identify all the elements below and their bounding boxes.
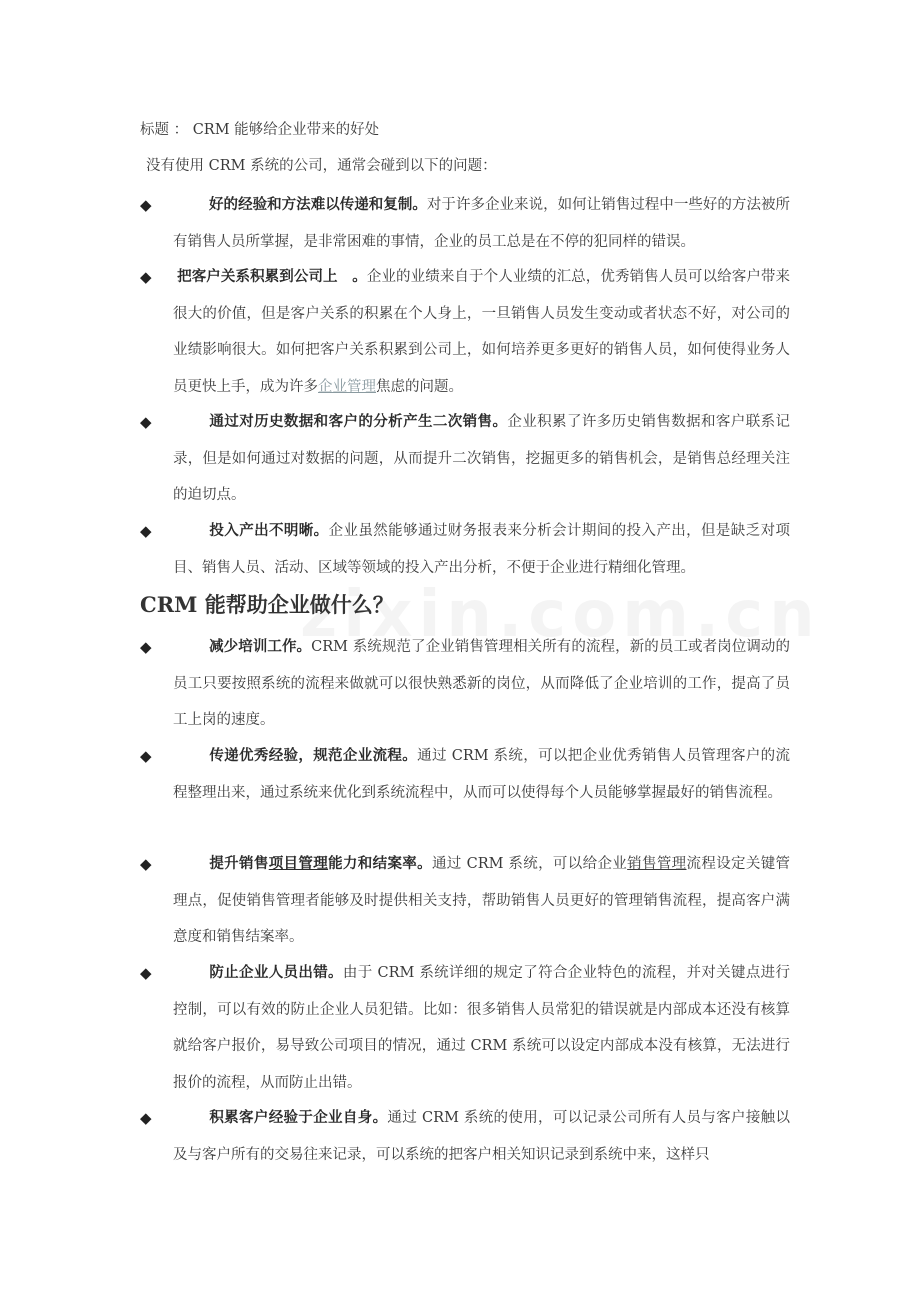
item-body: 通过 CRM 系统，可以把企业优秀销售人员管理客户的流程整理出来，通过系统来优化到系统流程中，从而可以使得每个人员能够掌握最好的销售流程。 [173,748,791,801]
diamond-bullet-icon: ◆ [140,855,152,873]
item-bold-lead: 防止企业人员出错。 [209,964,343,981]
section-heading: CRM 能帮助企业做什么？ [140,592,394,617]
item-body-end: 焦虑的问题。 [376,378,463,395]
list-item-problem-2 [140,259,790,405]
diamond-bullet-icon: ◆ [140,522,152,540]
item-bold-lead: 提升销售 [209,855,269,872]
link-sales-management[interactable]: 销售管理 [627,856,687,872]
diamond-bullet-icon: ◆ [140,268,152,286]
item-bold-lead: 积累客户经验于企业自身。 [209,1109,388,1126]
list-item-problem-1 [140,187,790,260]
item-body: 企业的业绩来自于个人业绩的汇总，优秀销售人员可以给客户带来很大的价值，但是客户关系的积累在个人身上，一旦销售人员发生变动或者状态不好，对公司的业绩影响很大。如何把客户关系积累到公司上，如何培养更多更好的销售人员，如何使得业务人员更快上手，成为许多 [173,269,791,395]
list-item-benefit-1 [140,629,790,739]
link-enterprise-management[interactable]: 企业管理 [318,378,376,395]
list-item-problem-4 [140,513,790,586]
list-item-problem-3 [140,404,790,514]
list-item-benefit-3 [140,846,790,956]
item-bold-lead: 把客户关系积累到公司上 。 [177,268,367,285]
diamond-bullet-icon: ◆ [140,638,152,656]
item-body: 由于 CRM 系统详细的规定了符合企业特色的流程，并对关键点进行控制，可以有效的防止企业人员犯错。比如：很多销售人员常犯的错误就是内部成本还没有核算就给客户报价，易导致公司项目的情况，通过 CRM 系统可以设定内部成本没有核算，无法进行报价的流程，从而防止出错。 [173,965,791,1091]
item-bold-lead: 通过对历史数据和客户的分析产生二次销售。 [209,413,508,430]
item-body: 对于许多企业来说，如何让销售过程中一些好的方法被所有销售人员所掌握，是非常困难的事情，企业的员工总是在不停的犯同样的错误。 [173,197,791,250]
diamond-bullet-icon: ◆ [140,1109,152,1127]
item-bold-lead-end: 能力和结案率。 [328,855,432,872]
item-body: 企业虽然能够通过财务报表来分析会计期间的投入产出，但是缺乏对项目、销售人员、活动、区域等领域的投入产出分析，不便于企业进行精细化管理。 [173,523,790,576]
item-body: 企业积累了许多历史销售数据和客户联系记录，但是如何通过对数据的问题，从而提升二次销售，挖掘更多的销售机会，是销售总经理关注的迫切点。 [173,414,791,503]
diamond-bullet-icon: ◆ [140,413,152,431]
link-project-management[interactable]: 项目管理 [268,855,329,872]
diamond-bullet-icon: ◆ [140,747,152,765]
item-bold-lead: 投入产出不明晰。 [209,522,329,539]
item-body-end: 流程设定关键管理点，促使销售管理者能够及时提供相关支持，帮助销售人员更好的管理销售流程，提高客户满意度和销售结案率。 [173,856,791,945]
item-body: 通过 CRM 系统，可以给企业 [431,856,628,872]
document-title-line: 标题 ： CRM 能够给企业带来的好处 [140,122,380,138]
list-item-benefit-4 [140,955,790,1101]
diamond-bullet-icon: ◆ [140,964,152,982]
item-body: 通过 CRM 系统的使用，可以记录公司所有人员与客户接触以及与客户所有的交易往来记录，可以系统的把客户相关知识记录到系统中来，这样只 [173,1110,790,1163]
item-bold-lead: 好的经验和方法难以传递和复制。 [209,196,427,213]
item-bold-lead: 减少培训工作。 [209,638,312,655]
item-body: CRM 系统规范了企业销售管理相关所有的流程，新的员工或者岗位调动的员工只要按照系统的流程来做就可以很快熟悉新的岗位，从而降低了企业培训的工作，提高了员工上岗的速度。 [173,639,790,728]
item-bold-lead: 传递优秀经验，规范企业流程。 [209,747,418,764]
intro-paragraph: 没有使用 CRM 系统的公司，通常会碰到以下的问题： [146,158,497,174]
diamond-bullet-icon: ◆ [140,196,152,214]
list-item-benefit-2 [140,738,790,811]
list-item-benefit-5 [140,1100,790,1173]
